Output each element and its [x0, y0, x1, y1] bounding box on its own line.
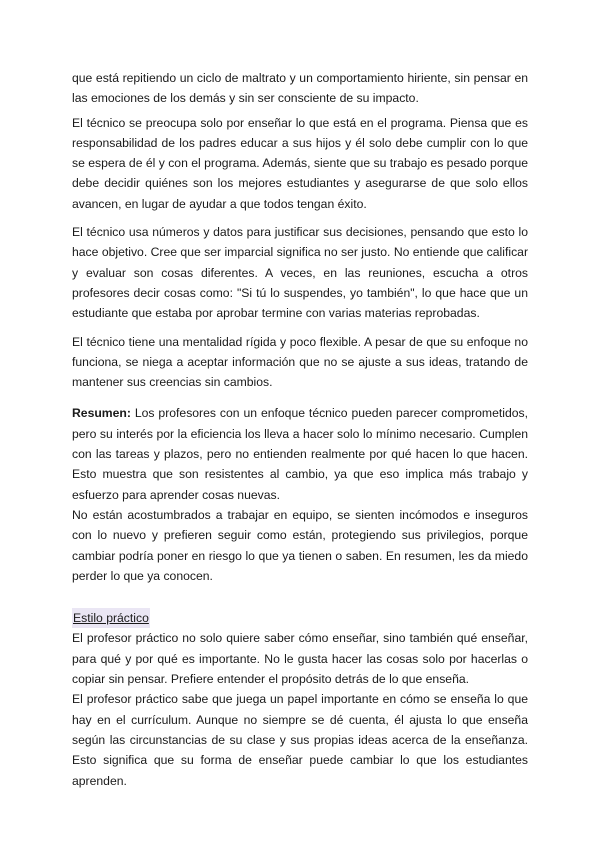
paragraph-6: No están acostumbrados a trabajar en equipo, se sienten incómodos e inseguros con lo nuevo y prefieren seguir como están, protegiendo sus privilegios, porque cambiar podría poner en riesgo lo que ya tienen o saben. En resumen, les da miedo perder lo que ya conocen. [72, 507, 528, 583]
section-heading-container [72, 608, 528, 628]
paragraph-7: El profesor práctico no solo quiere saber cómo enseñar, sino también qué enseñar, para qué y por qué es importante. No le gusta hacer las cosas solo por hacerlas o copiar sin pensar. Prefiere entender el propósito detrás de lo que enseña. [72, 631, 528, 687]
summary-paragraph [72, 403, 528, 504]
summary-label: Resumen: [72, 406, 131, 421]
section-heading: Estilo práctico [72, 608, 150, 628]
paragraph-1: que está repitiendo un ciclo de maltrato y un comportamiento hiriente, sin pensar en las emociones de los demás y sin ser consciente de su impacto. [72, 71, 528, 106]
paragraph-8: El profesor práctico sabe que juega un papel importante en cómo se enseña lo que hay en el currículum. Aunque no siempre se dé cuenta, él ajusta lo que enseña según las circunstancias de su clase y sus propias ideas acerca de la enseñanza. Esto significa que su forma de enseñar puede cambiar lo que los estudiantes aprenden. [72, 692, 528, 788]
paragraph-2: El técnico se preocupa solo por enseñar lo que está en el programa. Piensa que es responsabilidad de los padres educar a sus hijos y él solo debe cumplir con lo que se espera de él y con el programa. Además, siente que su trabajo es pesado porque debe decidir quiénes son los mejores estudiantes y asegurarse de que solo ellos avancen, en lugar de ayudar a que todos tengan éxito. [72, 115, 528, 211]
paragraph-4: El técnico tiene una mentalidad rígida y poco flexible. A pesar de que su enfoque no funciona, se niega a aceptar información que no se ajuste a sus ideas, tratando de mantener sus creencias sin cambios. [72, 334, 528, 390]
summary-text: Los profesores con un enfoque técnico pueden parecer comprometidos, pero su interés por la eficiencia los lleva a hacer solo lo mínimo necesario. Cumplen con las tareas y plazos, pero no entienden realmente por qué hacen lo que hacen. Esto muestra que son resistentes al cambio, ya que eso implica más trabajo y esfuerzo para aprender cosas nuevas. [72, 406, 528, 502]
paragraph-3: El técnico usa números y datos para justificar sus decisiones, pensando que esto lo hace objetivo. Cree que ser imparcial significa no ser justo. No entiende que calificar y evaluar son cosas diferentes. A veces, en las reuniones, escucha a otros profesores decir cosas como: "Si tú lo suspendes, yo también", lo que hace que un estudiante que estaba por aprobar termine con varias materias reprobadas. [72, 225, 528, 321]
document-page [72, 68, 528, 791]
